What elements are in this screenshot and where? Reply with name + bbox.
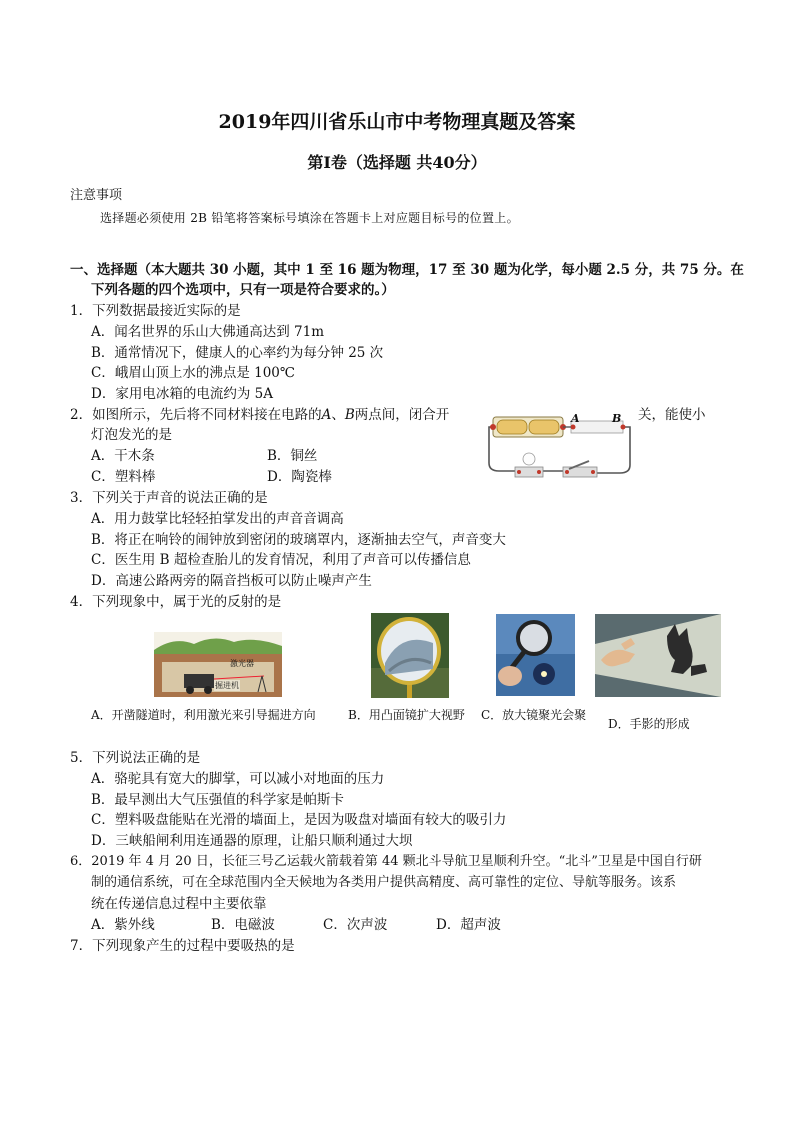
tunnel-label-machine: 掘进机: [215, 681, 239, 690]
q1-option-d: D．家用电冰箱的电流约为 5A: [91, 386, 273, 402]
q2-stem-part-c: 关，能使小: [638, 407, 706, 423]
q6-stem-line2: 制的通信系统，可在全球范围内全天候地为各类用户提供高精度、高可靠性的定位、导航等服务。该系: [91, 875, 677, 890]
q2-option-a: A．干木条: [91, 448, 155, 464]
q2-point-a: A: [321, 407, 332, 423]
q6-option-c: C．次声波: [323, 917, 388, 933]
q6-stem-line3: 统在传递信息过程中主要依靠: [91, 896, 267, 912]
circuit-figure: [485, 405, 635, 483]
q4-caption-a: A．开凿隧道时，利用激光来引导掘进方向: [91, 708, 316, 722]
notice-heading: 注意事项: [70, 188, 123, 203]
hand-shadow-illustration: [595, 614, 721, 697]
q7-stem: 7．下列现象产生的过程中要吸热的是: [70, 938, 295, 954]
q4-image-a-tunnel: [154, 632, 282, 697]
q1-option-b: B．通常情况下，健康人的心率约为每分钟 25 次: [91, 345, 384, 361]
page-subtitle: 第Ⅰ卷（选择题 共40分）: [307, 153, 487, 172]
q1-stem: 1．下列数据最接近实际的是: [70, 303, 241, 319]
q3-option-b: B．将正在响铃的闹钟放到密闭的玻璃罩内，逐渐抽去空气，声音变大: [91, 532, 506, 548]
q2-option-b: B．铜丝: [267, 448, 318, 464]
q4-caption-b: B．用凸面镜扩大视野: [348, 708, 465, 722]
q3-option-d: D．高速公路两旁的隔音挡板可以防止噪声产生: [91, 573, 372, 589]
q4-image-d-hand-shadow: [595, 614, 721, 697]
q6-option-a: A．紫外线: [91, 917, 155, 933]
q4-caption-d: D．手影的形成: [608, 717, 690, 731]
circuit-label-b: B: [612, 412, 622, 425]
q3-stem: 3．下列关于声音的说法正确的是: [70, 490, 268, 506]
section-heading-line2: 下列各题的四个选项中，只有一项是符合要求的。）: [91, 282, 395, 298]
notice-text: 选择题必须使用 2B 铅笔将答案标号填涂在答题卡上对应题目标号的位置上。: [100, 211, 519, 225]
q4-stem: 4．下列现象中，属于光的反射的是: [70, 594, 282, 610]
q4-image-b-mirror: [371, 613, 449, 698]
q5-option-d: D．三峡船闸利用连通器的原理，让船只顺利通过大坝: [91, 833, 413, 849]
q5-stem: 5．下列说法正确的是: [70, 750, 201, 766]
page-title: 2019年四川省乐山市中考物理真题及答案: [218, 111, 576, 133]
magnifier-illustration: [496, 614, 575, 696]
q2-stem-part-a: 2．如图所示，先后将不同材料接在电路的: [70, 407, 322, 423]
q6-option-b: B．电磁波: [211, 917, 275, 933]
q4-caption-c: C．放大镜聚光会聚: [481, 708, 587, 722]
q2-separator: 、: [331, 407, 345, 423]
q2-option-d: D．陶瓷棒: [267, 469, 332, 485]
q6-stem-line1: 6．2019 年 4 月 20 日，长征三号乙运载火箭载着第 44 颗北斗导航卫星顺利升空。“北斗”卫星是中国自行研: [70, 854, 702, 869]
q2-stem-line1: [70, 403, 449, 423]
q5-option-a: A．骆驼具有宽大的脚掌，可以减小对地面的压力: [91, 771, 385, 787]
tunnel-label-laser: 激光器: [230, 659, 254, 668]
q3-option-a: A．用力鼓掌比轻轻拍掌发出的声音音调高: [91, 511, 344, 527]
q4-image-c-magnifier: [496, 614, 575, 696]
q1-option-a: A．闻名世界的乐山大佛通高达到 71m: [91, 324, 325, 340]
q2-stem-part-b: 两点间，闭合开: [354, 407, 450, 423]
q2-point-b: B: [344, 407, 355, 423]
q5-option-c: C．塑料吸盘能贴在光滑的墙面上，是因为吸盘对墙面有较大的吸引力: [91, 812, 507, 828]
convex-mirror-illustration: [371, 613, 449, 698]
q2-stem-line2: 灯泡发光的是: [91, 427, 172, 443]
q6-option-d: D．超声波: [436, 917, 501, 933]
q2-option-c: C．塑料棒: [91, 469, 156, 485]
q5-option-b: B．最早测出大气压强值的科学家是帕斯卡: [91, 792, 344, 808]
section-heading-line1: 一、选择题（本大题共 30 小题，其中 1 至 16 题为物理，17 至 30 题为化学，每小题 2.5 分，共 75 分。在: [70, 262, 744, 278]
q3-option-c: C．医生用 B 超检查胎儿的发育情况，利用了声音可以传播信息: [91, 552, 471, 568]
circuit-label-a: A: [571, 412, 580, 425]
q1-option-c: C．峨眉山顶上水的沸点是 100℃: [91, 365, 295, 381]
